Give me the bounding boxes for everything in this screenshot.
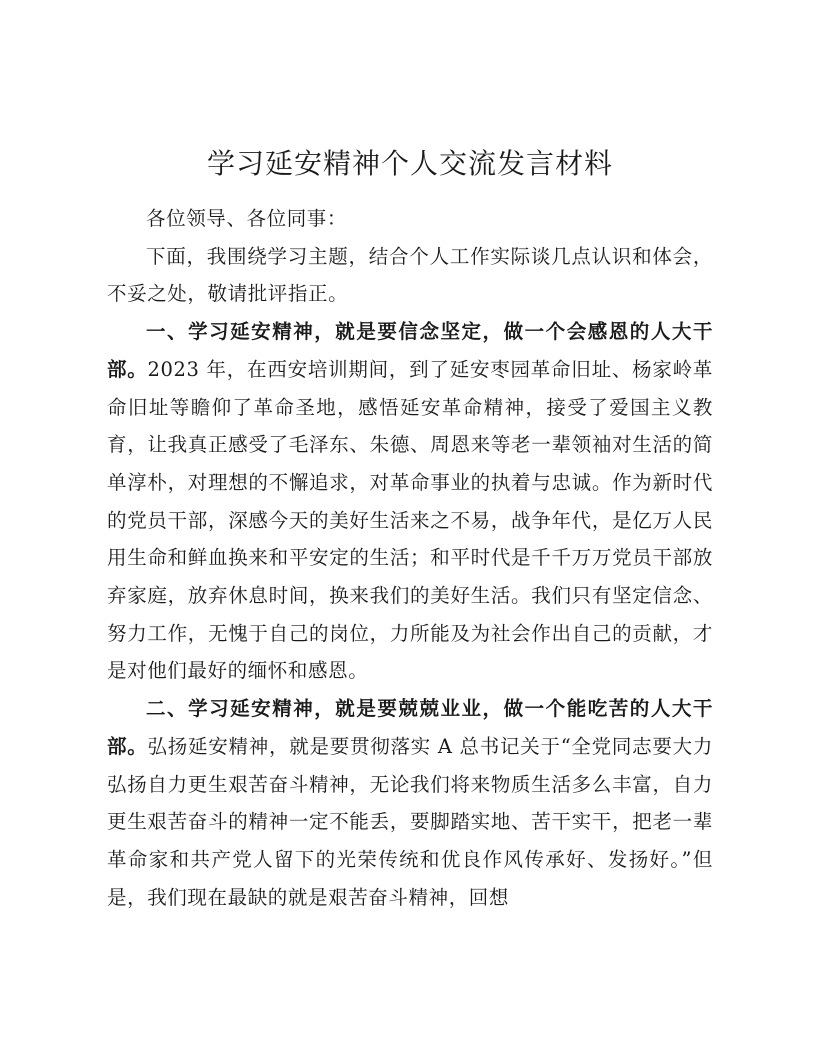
intro-paragraph: 下面，我围绕学习主题，结合个人工作实际谈几点认识和体会，不妥之处，敬请批评指正。 xyxy=(107,244,713,306)
section-paragraph-2 xyxy=(107,690,713,916)
section-paragraph-1 xyxy=(107,313,713,690)
section-body-1: 2023 年，在西安培训期间，到了延安枣园革命旧址、杨家岭革命旧址等瞻仰了革命圣地，感悟延安革命精神，接受了爱国主义教育，让我真正感受了毛泽东、朱德、周恩来等老一辈领袖对生活的简单淳朴，对理想的不懈追求，对革命事业的执着与忠诚。作为新时代的党员干部，深感今天的美好生活来之不易，战争年代，是亿万人民用生命和鲜血换来和平安定的生活；和平时代是千千万万党员干部放弃家庭，放弃休息时间，换来我们的美好生活。我们只有坚定信念、努力工作，无愧于自己的岗位，力所能及为社会作出自己的贡献，才是对他们最好的缅怀和感恩。 xyxy=(107,357,713,683)
salutation: 各位领导、各位同事： xyxy=(146,207,348,230)
section-body-2: 弘扬延安精神，就是要贯彻落实 A 总书记关于“全党同志要大力弘扬自力更生艰苦奋斗精神，无论我们将来物质生活多么丰富，自力更生艰苦奋斗的精神一定不能丢，要脚踏实地、苦干实干，把老一辈革命家和共产党人留下的光荣传统和优良作风传承好、发扬好。”但是，我们现在最缺的就是艰苦奋斗精神，回想 xyxy=(107,734,714,909)
document-content xyxy=(107,140,713,916)
section-heading-2: 二、学习延安精神，就是要兢兢业业，做一个能吃苦的人大干部。 xyxy=(107,697,713,758)
section-heading-1: 一、学习延安精神，就是要信念坚定，做一个会感恩的人大干部。 xyxy=(107,320,713,381)
document-title: 学习延安精神个人交流发言材料 xyxy=(206,147,613,180)
